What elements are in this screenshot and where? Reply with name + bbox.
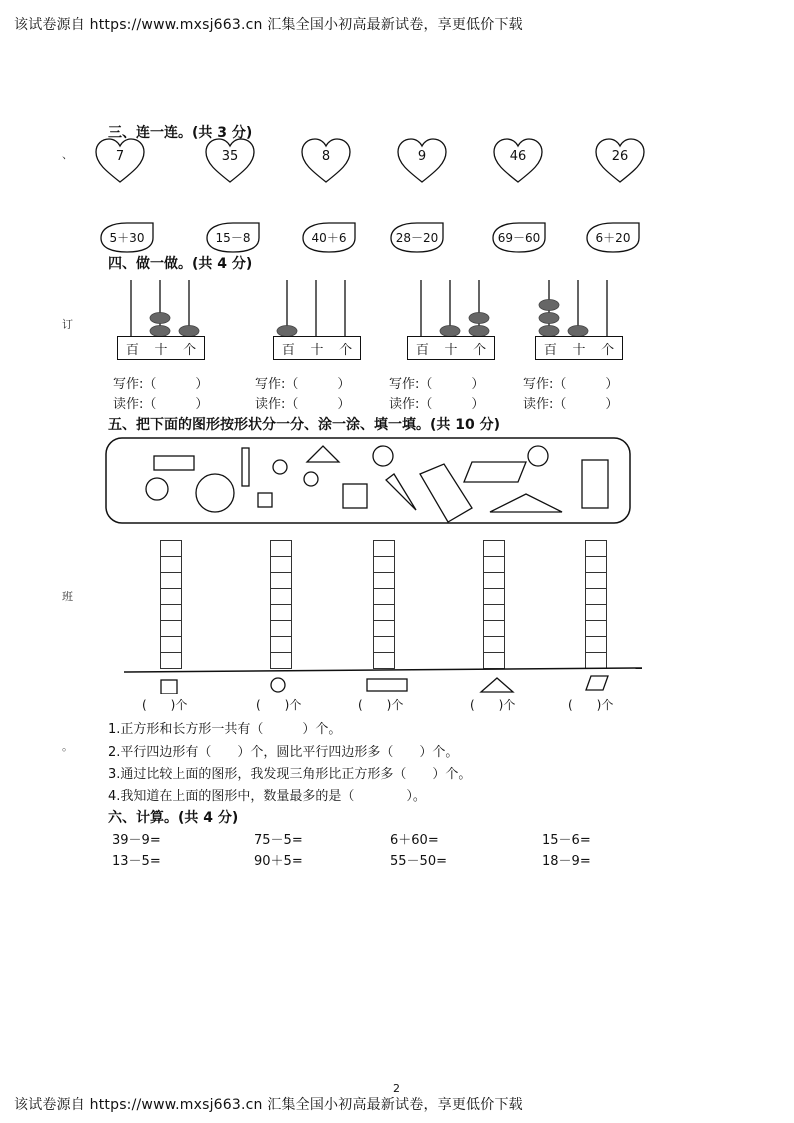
count-answer[interactable]: ( )个 <box>142 698 188 712</box>
tally-column[interactable] <box>373 541 395 669</box>
margin-mark: 班 <box>62 590 73 603</box>
leaf-card[interactable] <box>300 220 358 254</box>
tally-column[interactable] <box>160 541 182 669</box>
read-answer[interactable]: 读作:（ ） <box>389 397 485 412</box>
circle-shape <box>304 472 318 486</box>
margin-mark: 、 <box>62 148 73 161</box>
abacus-bead <box>539 300 559 311</box>
rectangle-shape <box>242 448 249 486</box>
tally-cell[interactable] <box>270 572 292 589</box>
heart-number: 26 <box>611 149 629 164</box>
page-header: 该试卷源自 https://www.mxsj663.cn 汇集全国小初高最新试卷，享更低价下载 <box>14 17 523 33</box>
baseline <box>124 668 642 672</box>
margin-mark: 订 <box>62 318 73 331</box>
tally-cell[interactable] <box>270 540 292 557</box>
abacus-bead <box>440 326 460 337</box>
tally-cell[interactable] <box>373 556 395 573</box>
leaf-card[interactable] <box>584 220 642 254</box>
count-answer[interactable]: ( )个 <box>568 698 614 712</box>
abacus-bead <box>277 326 297 337</box>
tally-cell[interactable] <box>585 556 607 573</box>
place-label: 十 <box>444 342 458 358</box>
tally-column[interactable] <box>585 541 607 669</box>
abacus <box>535 280 635 360</box>
abacus-bead <box>469 313 489 324</box>
square-icon <box>161 680 177 694</box>
rectangle-shape <box>154 456 194 470</box>
abacus-bead <box>539 326 559 337</box>
place-value-labels <box>273 336 361 360</box>
leaf-card[interactable] <box>490 220 548 254</box>
abacus-bead <box>469 326 489 337</box>
tally-cell[interactable] <box>483 572 505 589</box>
triangle-shape <box>386 474 416 510</box>
leaf-expression: 6＋20 <box>595 231 631 245</box>
calc-problem[interactable]: 55－50= <box>390 854 447 869</box>
heart-card[interactable] <box>396 138 448 184</box>
place-label: 十 <box>572 342 586 358</box>
page-number: 2 <box>393 1082 400 1095</box>
tally-cell[interactable] <box>483 556 505 573</box>
tally-cell[interactable] <box>270 588 292 605</box>
calc-problem[interactable]: 15－6= <box>542 833 591 848</box>
circle-shape <box>196 474 234 512</box>
tally-cell[interactable] <box>160 572 182 589</box>
write-answer[interactable]: 写作:（ ） <box>389 377 485 392</box>
square-shape <box>343 484 367 508</box>
baseline-icons <box>120 664 646 694</box>
tally-cell[interactable] <box>373 620 395 637</box>
calc-problem[interactable]: 39－9= <box>112 833 161 848</box>
circle-shape <box>373 446 393 466</box>
leaf-expression: 15－8 <box>215 231 251 245</box>
calc-problem[interactable]: 18－9= <box>542 854 591 869</box>
question-4: 4.我知道在上面的图形中，数量最多的是（ ）。 <box>108 789 426 804</box>
circle-icon <box>271 678 285 692</box>
shapes-panel <box>104 436 634 526</box>
place-label: 个 <box>339 342 353 358</box>
section6-title: 六、计算。(共 4 分) <box>108 810 239 826</box>
heart-number: 9 <box>417 149 427 164</box>
place-label: 十 <box>154 342 168 358</box>
calc-problem[interactable]: 13－5= <box>112 854 161 869</box>
abacus-bead <box>179 326 199 337</box>
tally-cell[interactable] <box>160 540 182 557</box>
place-label: 百 <box>125 342 139 358</box>
tally-cell[interactable] <box>270 604 292 621</box>
abacus-bead <box>568 326 588 337</box>
read-answer[interactable]: 读作:（ ） <box>255 397 351 412</box>
rectangle-shape <box>420 464 472 522</box>
heart-card[interactable] <box>492 138 544 184</box>
place-label: 十 <box>310 342 324 358</box>
leaf-card[interactable] <box>204 220 262 254</box>
tally-cell[interactable] <box>483 540 505 557</box>
leaf-expression: 40＋6 <box>311 231 347 245</box>
tally-cell[interactable] <box>585 620 607 637</box>
leaf-expression: 69－60 <box>497 231 541 245</box>
question-3: 3.通过比较上面的图形，我发现三角形比正方形多（ ）个。 <box>108 767 472 782</box>
page-footer: 该试卷源自 https://www.mxsj663.cn 汇集全国小初高最新试卷，享更低价下载 <box>14 1097 523 1113</box>
parallelogram-shape <box>464 462 526 482</box>
place-value-labels <box>117 336 205 360</box>
place-label: 个 <box>601 342 615 358</box>
abacus-bead <box>150 326 170 337</box>
section4-title: 四、做一做。(共 4 分) <box>108 256 253 272</box>
place-label: 百 <box>415 342 429 358</box>
place-value-labels <box>407 336 495 360</box>
leaf-card[interactable] <box>98 220 156 254</box>
abacus <box>407 280 507 360</box>
abacus-bead <box>150 313 170 324</box>
place-label: 个 <box>183 342 197 358</box>
tally-column[interactable] <box>270 541 292 669</box>
tally-cell[interactable] <box>585 572 607 589</box>
tally-cell[interactable] <box>160 636 182 653</box>
tally-cell[interactable] <box>585 636 607 653</box>
section5-title: 五、把下面的图形按形状分一分、涂一涂、填一填。(共 10 分) <box>108 417 501 433</box>
abacus-bead <box>539 313 559 324</box>
count-answer[interactable]: ( )个 <box>470 698 516 712</box>
tally-cell[interactable] <box>270 556 292 573</box>
heart-number: 8 <box>321 149 331 164</box>
rectangle-icon <box>367 679 407 691</box>
calc-problem[interactable]: 6＋60= <box>390 833 439 848</box>
heart-card[interactable] <box>94 138 146 184</box>
tally-cell[interactable] <box>160 588 182 605</box>
square-shape <box>258 493 272 507</box>
question-1: 1.正方形和长方形一共有（ ）个。 <box>108 722 342 737</box>
rectangle-shape <box>582 460 608 508</box>
heart-number: 7 <box>115 149 125 164</box>
heart-card[interactable] <box>594 138 646 184</box>
tally-cell[interactable] <box>585 588 607 605</box>
leaf-expression: 28－20 <box>395 231 439 245</box>
count-answer[interactable]: ( )个 <box>358 698 404 712</box>
read-answer[interactable]: 读作:（ ） <box>113 397 209 412</box>
write-answer[interactable]: 写作:（ ） <box>523 377 619 392</box>
tally-cell[interactable] <box>160 620 182 637</box>
abacus <box>117 280 217 360</box>
place-value-labels <box>535 336 623 360</box>
margin-mark: 。 <box>62 740 73 753</box>
triangle-shape <box>490 494 562 512</box>
write-answer[interactable]: 写作:（ ） <box>113 377 209 392</box>
heart-number: 46 <box>509 149 527 164</box>
circle-shape <box>273 460 287 474</box>
tally-cell[interactable] <box>373 636 395 653</box>
tally-cell[interactable] <box>373 588 395 605</box>
write-answer[interactable]: 写作:（ ） <box>255 377 351 392</box>
triangle-shape <box>307 446 339 462</box>
tally-cell[interactable] <box>585 604 607 621</box>
heart-card[interactable] <box>300 138 352 184</box>
abacus <box>273 280 373 360</box>
heart-number: 35 <box>221 149 239 164</box>
tally-cell[interactable] <box>483 636 505 653</box>
tally-cell[interactable] <box>483 620 505 637</box>
tally-cell[interactable] <box>270 620 292 637</box>
tally-cell[interactable] <box>160 604 182 621</box>
tally-cell[interactable] <box>373 604 395 621</box>
tally-cell[interactable] <box>373 540 395 557</box>
tally-column[interactable] <box>483 541 505 669</box>
question-2: 2.平行四边形有（ ）个，圆比平行四边形多（ ）个。 <box>108 745 459 760</box>
count-answer[interactable]: ( )个 <box>256 698 302 712</box>
tally-cell[interactable] <box>373 572 395 589</box>
tally-cell[interactable] <box>270 636 292 653</box>
section3-title: 三、连一连。(共 3 分) <box>108 125 253 141</box>
circle-shape <box>146 478 168 500</box>
leaf-card[interactable] <box>388 220 446 254</box>
tally-cell[interactable] <box>483 604 505 621</box>
tally-cell[interactable] <box>585 540 607 557</box>
calc-problem[interactable]: 75－5= <box>254 833 303 848</box>
place-label: 百 <box>281 342 295 358</box>
tally-cell[interactable] <box>483 588 505 605</box>
place-label: 个 <box>473 342 487 358</box>
read-answer[interactable]: 读作:（ ） <box>523 397 619 412</box>
calc-problem[interactable]: 90＋5= <box>254 854 303 869</box>
circle-shape <box>528 446 548 466</box>
leaf-expression: 5＋30 <box>109 231 145 245</box>
heart-card[interactable] <box>204 138 256 184</box>
parallelogram-icon <box>586 676 608 690</box>
tally-cell[interactable] <box>160 556 182 573</box>
triangle-icon <box>481 678 513 692</box>
place-label: 百 <box>543 342 557 358</box>
